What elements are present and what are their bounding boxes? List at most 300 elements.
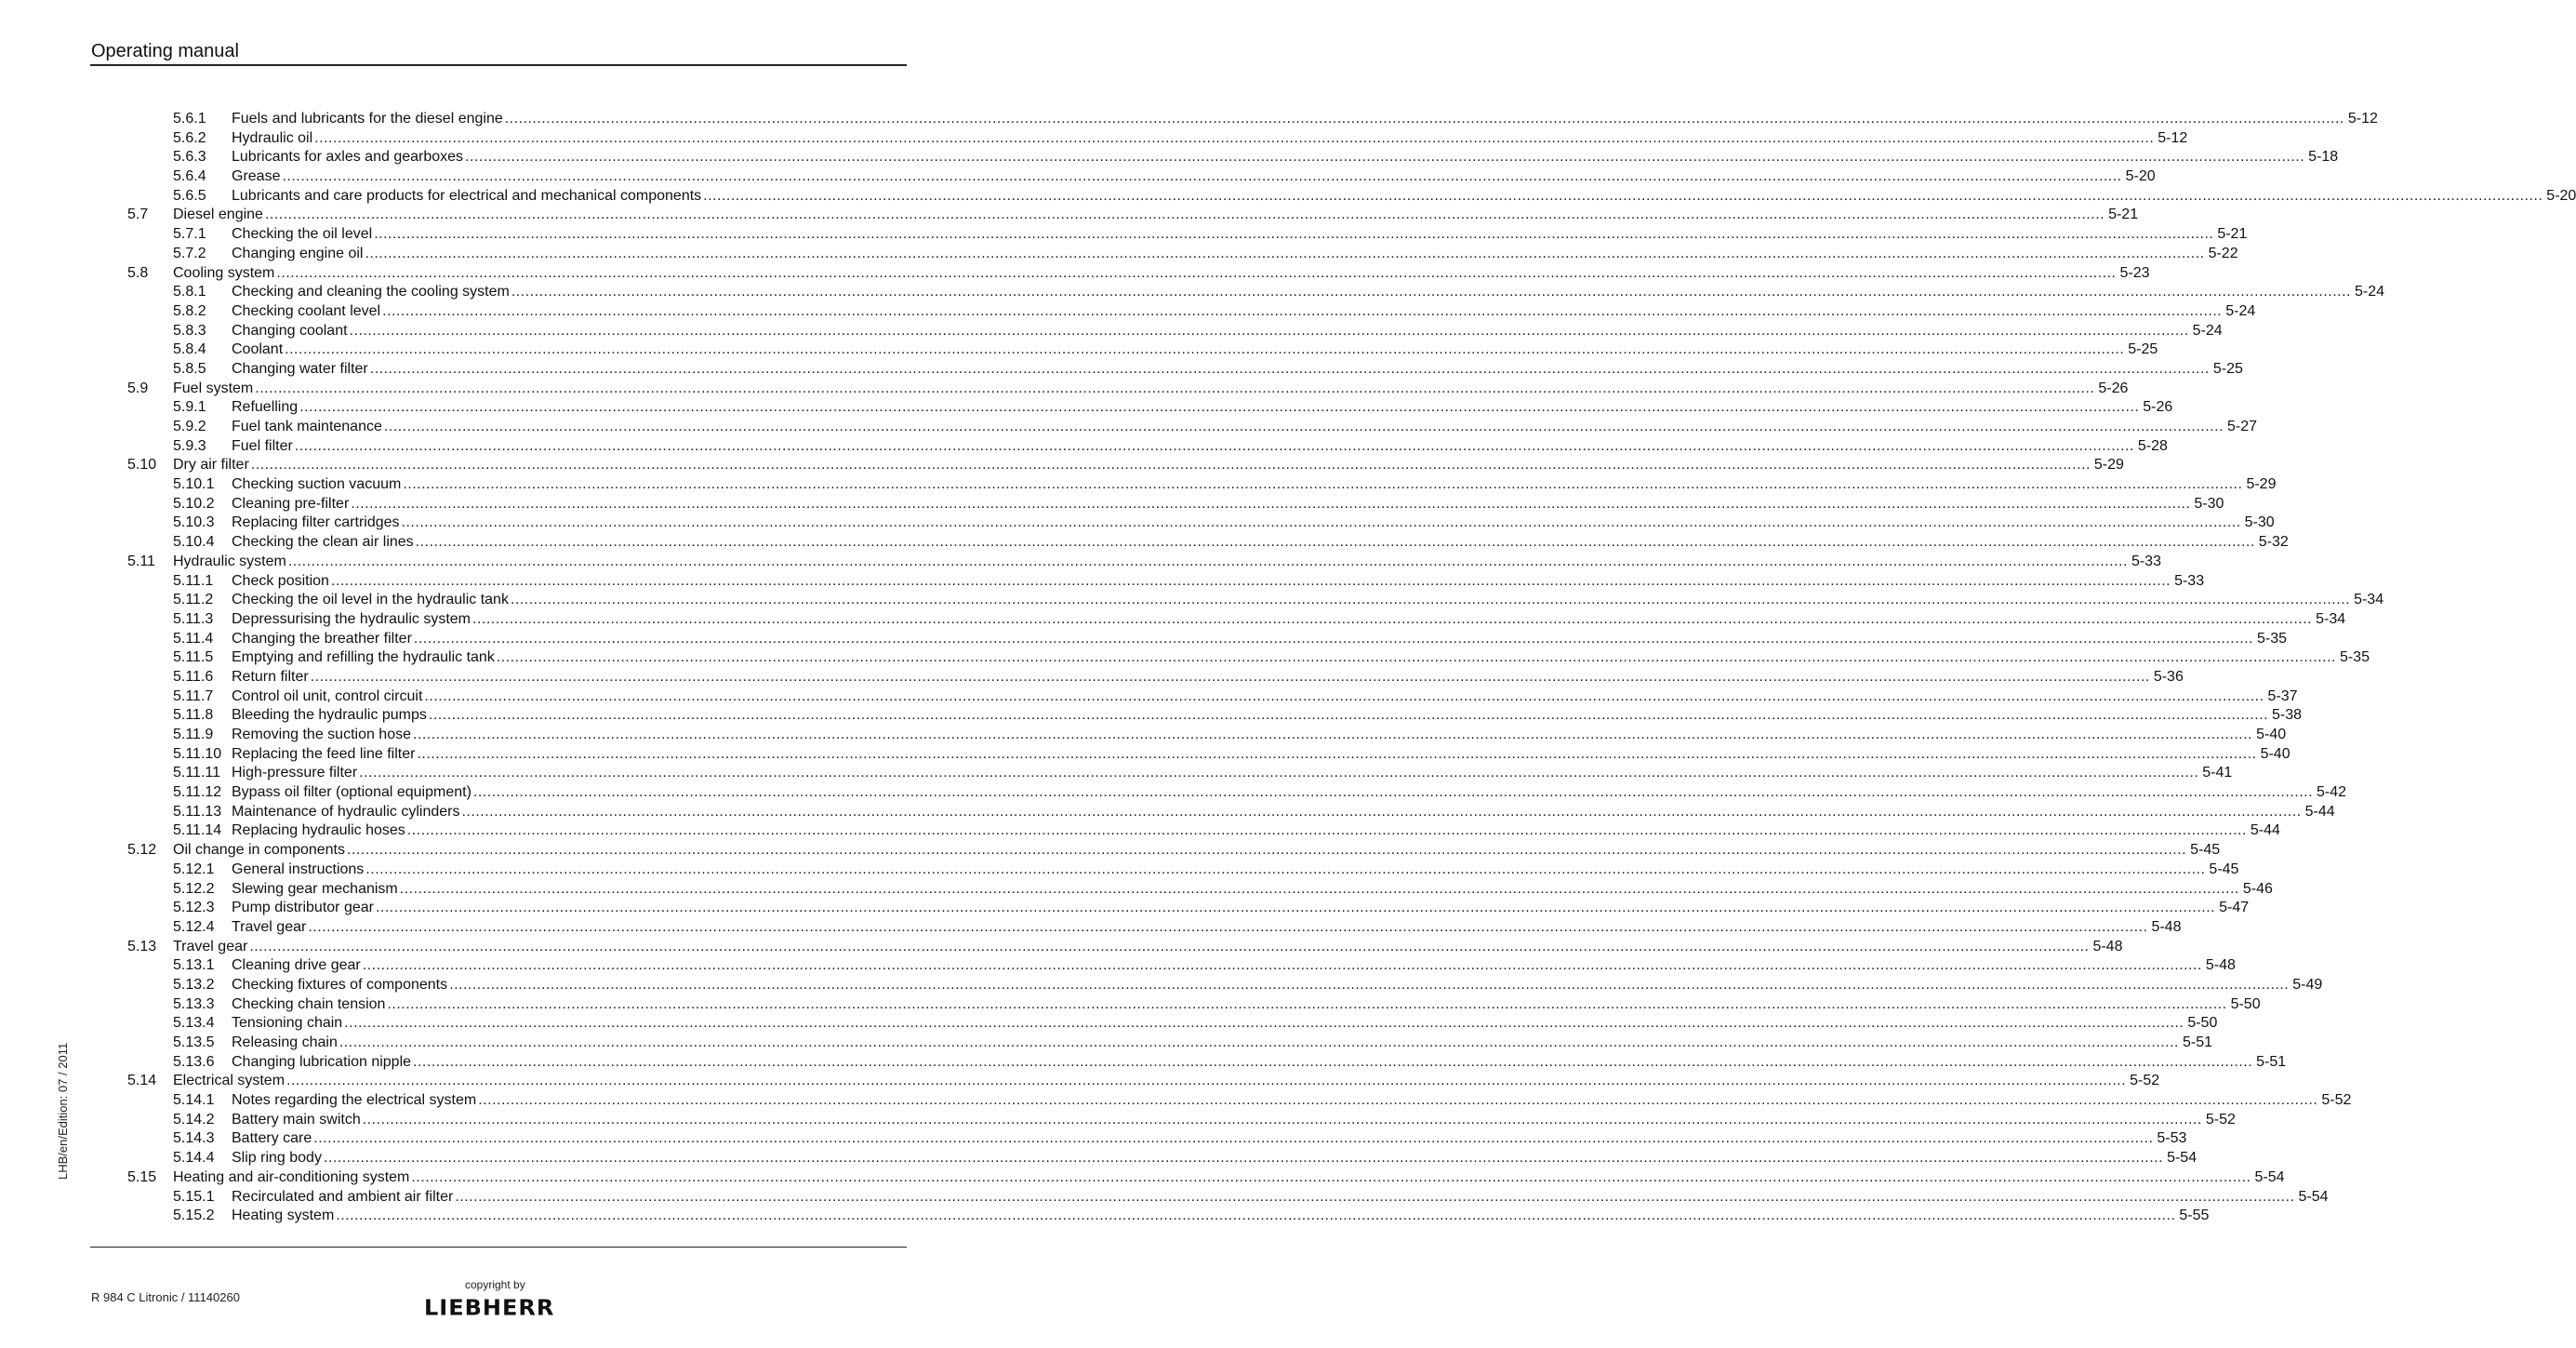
toc-entry-title[interactable]: Checking the clean air lines bbox=[232, 534, 414, 551]
toc-entry-page[interactable]: 5-25 bbox=[2212, 360, 2243, 377]
toc-entry-number: 5.12.4 bbox=[173, 918, 215, 935]
toc-entry-number: 5.6.3 bbox=[173, 149, 206, 166]
dot-leader: ................................................................................................................................................................................................................................................................................................................................................................................................................ bbox=[362, 957, 2202, 974]
toc-entry-page[interactable]: 5-36 bbox=[2153, 668, 2184, 685]
toc-entry-number: 5.11.8 bbox=[173, 707, 214, 724]
toc-entry-title[interactable]: Fuel filter bbox=[232, 437, 293, 454]
toc-entry[interactable] bbox=[0, 726, 2287, 745]
toc-entry-number: 5.11 bbox=[127, 553, 155, 569]
toc-entry-page[interactable]: 5-34 bbox=[2316, 610, 2346, 627]
toc-entry-leader bbox=[232, 398, 2173, 418]
toc-entry-title[interactable]: Fuel system bbox=[173, 380, 254, 396]
toc-entry-number: 5.14.1 bbox=[173, 1092, 215, 1109]
toc-entry-title[interactable]: Hydraulic oil bbox=[232, 129, 313, 146]
toc-entry-title[interactable]: Slewing gear mechanism bbox=[232, 880, 398, 897]
toc-entry[interactable] bbox=[0, 1072, 2160, 1091]
toc-entry-leader bbox=[232, 437, 2168, 457]
toc-entry[interactable] bbox=[0, 148, 2339, 167]
toc-entry-number: 5.11.6 bbox=[173, 668, 214, 685]
toc-entry-number: 5.13.5 bbox=[173, 1034, 215, 1050]
toc-entry-page[interactable]: 5-52 bbox=[2205, 1111, 2236, 1128]
toc-entry-number: 5.14.3 bbox=[173, 1130, 215, 1147]
toc-entry-number: 5.15 bbox=[127, 1168, 157, 1185]
toc-entry-title[interactable]: Pump distributor gear bbox=[232, 900, 374, 916]
toc-entry-number: 5.6.1 bbox=[173, 111, 206, 127]
toc-entry-title[interactable]: Fuel tank maintenance bbox=[232, 419, 382, 434]
toc-entry[interactable] bbox=[0, 360, 2243, 380]
toc-entry-page[interactable]: 5-18 bbox=[2308, 149, 2339, 166]
toc-entry[interactable] bbox=[0, 264, 2150, 284]
toc-entry-title[interactable]: Battery care bbox=[232, 1130, 312, 1147]
toc-entry[interactable] bbox=[0, 225, 2248, 245]
toc-entry-leader bbox=[232, 1111, 2236, 1130]
toc-entry-title[interactable]: Grease bbox=[232, 168, 281, 185]
toc-entry-number: 5.11.12 bbox=[173, 784, 222, 801]
toc-entry-page[interactable]: 5-26 bbox=[2098, 380, 2129, 396]
dot-leader: ................................................................................................................................................................................................................................................................................................................................................................................................................ bbox=[347, 842, 2187, 859]
toc-entry-number: 5.9.3 bbox=[173, 437, 206, 454]
toc-entry-page[interactable]: 5-22 bbox=[2208, 245, 2238, 261]
toc-entry-leader bbox=[232, 1188, 2329, 1208]
toc-entry-number: 5.13.4 bbox=[173, 1015, 215, 1032]
toc-entry-page[interactable]: 5-46 bbox=[2242, 880, 2273, 897]
toc-entry-page[interactable]: 5-21 bbox=[2217, 226, 2248, 243]
toc-entry-leader bbox=[232, 360, 2243, 380]
toc-entry-page[interactable]: 5-12 bbox=[2158, 129, 2188, 146]
toc-entry-leader bbox=[232, 821, 2280, 841]
toc-entry[interactable] bbox=[0, 514, 2275, 533]
toc-entry-number: 5.12.1 bbox=[173, 861, 215, 877]
toc-entry[interactable] bbox=[0, 668, 2184, 687]
dot-leader: ................................................................................................................................................................................................................................................................................................................................................................................................................ bbox=[365, 245, 2205, 261]
toc-entry-leader bbox=[232, 899, 2250, 918]
toc-entry-number: 5.13 bbox=[127, 938, 157, 954]
toc-entry[interactable] bbox=[0, 803, 2335, 822]
dot-leader: ................................................................................................................................................................................................................................................................................................................................................................................................................ bbox=[255, 380, 2095, 396]
toc-entry-title[interactable]: Oil change in components bbox=[173, 842, 345, 859]
toc-entry-leader bbox=[232, 1091, 2352, 1111]
toc-entry-leader bbox=[232, 1129, 2187, 1149]
toc-entry-page[interactable]: 5-54 bbox=[2167, 1150, 2198, 1167]
toc-entry[interactable] bbox=[0, 995, 2261, 1015]
toc-entry-number: 5.15.2 bbox=[173, 1208, 215, 1224]
table-of-contents bbox=[0, 110, 2576, 1226]
toc-entry-leader bbox=[232, 976, 2323, 995]
toc-entry-number: 5.9 bbox=[127, 380, 149, 396]
toc-entry-page[interactable]: 5-25 bbox=[2128, 341, 2158, 358]
toc-entry-leader bbox=[232, 726, 2287, 745]
dot-leader: ................................................................................................................................................................................................................................................................................................................................................................................................................ bbox=[504, 111, 2344, 127]
toc-entry[interactable] bbox=[0, 630, 2288, 649]
dot-leader: ................................................................................................................................................................................................................................................................................................................................................................................................................ bbox=[310, 668, 2150, 685]
toc-entry-leader bbox=[173, 456, 2124, 475]
toc-entry-number: 5.11.2 bbox=[173, 592, 214, 608]
toc-entry-title[interactable]: Notes regarding the electrical system bbox=[232, 1092, 477, 1109]
toc-entry-title[interactable]: Checking and cleaning the cooling system bbox=[232, 284, 510, 300]
toc-entry-page[interactable]: 5-44 bbox=[2304, 803, 2335, 820]
toc-entry-title[interactable]: Emptying and refilling the hydraulic tank bbox=[232, 649, 495, 666]
toc-entry-title[interactable]: Hydraulic system bbox=[173, 553, 286, 569]
toc-entry-page[interactable]: 5-51 bbox=[2182, 1034, 2213, 1050]
toc-entry[interactable] bbox=[0, 245, 2238, 264]
toc-entry-title[interactable]: Return filter bbox=[232, 668, 309, 685]
toc-entry[interactable] bbox=[0, 418, 2258, 437]
toc-entry-page[interactable]: 5-42 bbox=[2317, 784, 2347, 801]
toc-entry-title[interactable]: Tensioning chain bbox=[232, 1015, 343, 1032]
toc-entry[interactable] bbox=[0, 899, 2250, 918]
toc-entry-number: 5.7 bbox=[127, 207, 149, 223]
toc-entry-number: 5.7.1 bbox=[173, 226, 206, 243]
toc-entry[interactable] bbox=[0, 841, 2221, 861]
toc-entry-page[interactable]: 5-30 bbox=[2244, 514, 2275, 531]
toc-entry-title[interactable]: Cooling system bbox=[173, 264, 275, 281]
toc-entry-leader bbox=[232, 533, 2289, 553]
dot-leader: ................................................................................................................................................................................................................................................................................................................................................................................................................ bbox=[249, 938, 2090, 954]
toc-entry-leader bbox=[173, 380, 2129, 399]
toc-entry-leader bbox=[232, 764, 2233, 783]
toc-entry-number: 5.11.13 bbox=[173, 803, 222, 820]
toc-entry-page[interactable]: 5-32 bbox=[2258, 534, 2289, 551]
toc-entry-page[interactable]: 5-50 bbox=[2230, 995, 2261, 1012]
toc-entry-title[interactable]: Diesel engine bbox=[173, 207, 263, 223]
toc-entry-title[interactable]: Replacing hydraulic hoses bbox=[232, 822, 405, 839]
dot-leader: ................................................................................................................................................................................................................................................................................................................................................................................................................ bbox=[374, 226, 2214, 243]
dot-leader: ................................................................................................................................................................................................................................................................................................................................................................................................................ bbox=[336, 1208, 2176, 1224]
toc-entry-title[interactable]: Replacing the feed line filter bbox=[232, 745, 416, 762]
toc-entry-number: 5.12.3 bbox=[173, 900, 215, 916]
toc-entry-page[interactable]: 5-55 bbox=[2179, 1208, 2210, 1224]
toc-entry[interactable] bbox=[0, 187, 2576, 207]
toc-entry[interactable] bbox=[0, 322, 2223, 341]
toc-entry-leader bbox=[232, 110, 2378, 129]
toc-entry-number: 5.9.1 bbox=[173, 399, 206, 416]
dot-leader: ................................................................................................................................................................................................................................................................................................................................................................................................................ bbox=[313, 1130, 2154, 1147]
toc-entry-page[interactable]: 5-50 bbox=[2187, 1015, 2218, 1032]
toc-entry-page[interactable]: 5-45 bbox=[2209, 861, 2239, 877]
toc-entry-leader bbox=[232, 956, 2236, 976]
toc-entry-number: 5.11.3 bbox=[173, 610, 214, 627]
liebherr-logo: LIEBHERR bbox=[424, 1295, 555, 1321]
toc-entry-title[interactable]: Refuelling bbox=[232, 399, 299, 416]
toc-entry-page[interactable]: 5-35 bbox=[2257, 630, 2288, 647]
toc-entry-title[interactable]: Removing the suction hose bbox=[232, 727, 411, 742]
toc-entry-number: 5.14.4 bbox=[173, 1150, 215, 1167]
toc-entry-title[interactable]: Heating and air-conditioning system bbox=[173, 1168, 410, 1185]
toc-entry-page[interactable]: 5-27 bbox=[2227, 419, 2258, 434]
toc-entry-title[interactable]: High-pressure filter bbox=[232, 765, 358, 781]
toc-entry-number: 5.11.1 bbox=[173, 572, 214, 589]
toc-entry-title[interactable]: Travel gear bbox=[173, 938, 248, 954]
toc-entry-page[interactable]: 5-37 bbox=[2267, 687, 2298, 704]
toc-entry-number: 5.8 bbox=[127, 264, 149, 281]
toc-entry-number: 5.11.11 bbox=[173, 765, 221, 781]
toc-entry-number: 5.11.4 bbox=[173, 630, 214, 647]
dot-leader: ................................................................................................................................................................................................................................................................................................................................................................................................................ bbox=[365, 861, 2206, 877]
toc-entry[interactable] bbox=[0, 745, 2291, 765]
toc-entry-title[interactable]: Travel gear bbox=[232, 918, 307, 935]
toc-entry[interactable] bbox=[0, 283, 2384, 302]
dot-leader: ................................................................................................................................................................................................................................................................................................................................................................................................................ bbox=[496, 649, 2336, 666]
toc-entry-title[interactable]: Lubricants for axles and gearboxes bbox=[232, 149, 464, 166]
dot-leader: ................................................................................................................................................................................................................................................................................................................................................................................................................ bbox=[299, 399, 2140, 416]
toc-entry[interactable] bbox=[0, 956, 2236, 976]
toc-entry-number: 5.10.1 bbox=[173, 476, 215, 493]
toc-entry[interactable] bbox=[0, 1129, 2187, 1149]
toc-entry[interactable] bbox=[0, 167, 2156, 187]
toc-entry[interactable] bbox=[0, 918, 2182, 938]
toc-entry[interactable] bbox=[0, 1034, 2213, 1053]
toc-entry-leader bbox=[232, 418, 2258, 437]
toc-entry[interactable] bbox=[0, 110, 2378, 129]
dot-leader: ................................................................................................................................................................................................................................................................................................................................................................................................................ bbox=[413, 1053, 2253, 1070]
toc-entry-leader bbox=[173, 1168, 2285, 1188]
dot-leader: ................................................................................................................................................................................................................................................................................................................................................................................................................ bbox=[362, 1111, 2202, 1128]
toc-entry-title[interactable]: General instructions bbox=[232, 861, 365, 877]
toc-entry-title[interactable]: Slip ring body bbox=[232, 1150, 322, 1167]
toc-entry-page[interactable]: 5-54 bbox=[2298, 1188, 2329, 1205]
toc-entry[interactable] bbox=[0, 1111, 2236, 1130]
toc-entry-page[interactable]: 5-21 bbox=[2108, 207, 2139, 223]
toc-entry[interactable] bbox=[0, 861, 2239, 880]
toc-entry-page[interactable]: 5-40 bbox=[2260, 745, 2291, 762]
toc-entry-leader bbox=[232, 648, 2370, 668]
toc-entry[interactable] bbox=[0, 1053, 2287, 1073]
toc-entry-page[interactable]: 5-38 bbox=[2272, 707, 2303, 724]
dot-leader: ................................................................................................................................................................................................................................................................................................................................................................................................................ bbox=[455, 1188, 2295, 1205]
page-header-title: Operating manual bbox=[91, 41, 239, 61]
toc-entry-number: 5.7.2 bbox=[173, 245, 206, 261]
dot-leader: ................................................................................................................................................................................................................................................................................................................................................................................................................ bbox=[294, 437, 2134, 454]
toc-entry-page[interactable]: 5-30 bbox=[2194, 495, 2224, 512]
toc-entry-title[interactable]: Changing coolant bbox=[232, 322, 348, 339]
toc-entry-title[interactable]: Battery main switch bbox=[232, 1111, 361, 1128]
toc-entry-number: 5.12 bbox=[127, 842, 157, 859]
toc-entry-page[interactable]: 5-52 bbox=[2130, 1073, 2160, 1089]
toc-entry[interactable] bbox=[0, 687, 2298, 707]
toc-entry-leader bbox=[232, 918, 2182, 938]
dot-leader: ................................................................................................................................................................................................................................................................................................................................................................................................................ bbox=[411, 1168, 2251, 1185]
toc-entry-number: 5.10.2 bbox=[173, 495, 215, 512]
toc-entry[interactable] bbox=[0, 976, 2323, 995]
toc-entry[interactable] bbox=[0, 880, 2273, 900]
toc-entry[interactable] bbox=[0, 533, 2289, 553]
toc-entry[interactable] bbox=[0, 1014, 2218, 1034]
toc-entry[interactable] bbox=[0, 1149, 2198, 1168]
toc-entry[interactable] bbox=[0, 764, 2233, 783]
toc-entry-number: 5.15.1 bbox=[173, 1188, 215, 1205]
dot-leader: ................................................................................................................................................................................................................................................................................................................................................................................................................ bbox=[399, 880, 2239, 897]
toc-entry-title[interactable]: Changing lubrication nipple bbox=[232, 1053, 412, 1070]
toc-entry[interactable] bbox=[0, 129, 2188, 149]
footer-rule bbox=[90, 1247, 907, 1248]
dot-leader: ................................................................................................................................................................................................................................................................................................................................................................................................................ bbox=[417, 745, 2257, 762]
toc-entry[interactable] bbox=[0, 495, 2224, 514]
toc-entry-title[interactable]: Check position bbox=[232, 572, 329, 589]
model-number: R 984 C Litronic / 11140260 bbox=[91, 1290, 240, 1304]
toc-entry-title[interactable]: Checking the oil level in the hydraulic tank bbox=[232, 592, 509, 608]
dot-leader: ................................................................................................................................................................................................................................................................................................................................................................................................................ bbox=[428, 707, 2269, 724]
toc-entry-title[interactable]: Replacing filter cartridges bbox=[232, 514, 400, 531]
toc-entry-title[interactable]: Checking fixtures of components bbox=[232, 976, 448, 993]
toc-entry-number: 5.13.1 bbox=[173, 957, 215, 974]
toc-entry-page[interactable]: 5-20 bbox=[2546, 187, 2576, 204]
dot-leader: ................................................................................................................................................................................................................................................................................................................................................................................................................ bbox=[330, 572, 2171, 589]
toc-entry[interactable] bbox=[0, 1207, 2210, 1226]
toc-entry-page[interactable]: 5-24 bbox=[2225, 302, 2256, 319]
dot-leader: ................................................................................................................................................................................................................................................................................................................................................................................................................ bbox=[465, 149, 2305, 166]
toc-entry-page[interactable]: 5-34 bbox=[2354, 592, 2384, 608]
dot-leader: ................................................................................................................................................................................................................................................................................................................................................................................................................ bbox=[282, 168, 2122, 185]
toc-entry-title[interactable]: Releasing chain bbox=[232, 1034, 338, 1050]
toc-entry-title[interactable]: Bleeding the hydraulic pumps bbox=[232, 707, 427, 724]
toc-entry-title[interactable]: Checking coolant level bbox=[232, 302, 381, 319]
dot-leader: ................................................................................................................................................................................................................................................................................................................................................................................................................ bbox=[349, 322, 2189, 339]
toc-entry-number: 5.8.3 bbox=[173, 322, 206, 339]
toc-entry-page[interactable]: 5-47 bbox=[2219, 900, 2250, 916]
toc-entry-page[interactable]: 5-40 bbox=[2256, 727, 2287, 742]
dot-leader: ................................................................................................................................................................................................................................................................................................................................................................................................................ bbox=[703, 187, 2543, 204]
toc-entry-page[interactable]: 5-53 bbox=[2157, 1130, 2187, 1147]
toc-entry-page[interactable]: 5-29 bbox=[2093, 457, 2124, 474]
toc-entry-leader bbox=[232, 129, 2188, 149]
dot-leader: ................................................................................................................................................................................................................................................................................................................................................................................................................ bbox=[369, 360, 2210, 377]
toc-entry-title[interactable]: Lubricants and care products for electrical and mechanical components bbox=[232, 187, 702, 204]
toc-entry-leader bbox=[173, 206, 2139, 225]
toc-entry-title[interactable]: Electrical system bbox=[173, 1073, 285, 1089]
toc-entry-page[interactable]: 5-52 bbox=[2321, 1092, 2352, 1109]
toc-entry[interactable] bbox=[0, 706, 2303, 726]
toc-entry-leader bbox=[173, 841, 2221, 861]
dot-leader: ................................................................................................................................................................................................................................................................................................................................................................................................................ bbox=[510, 592, 2351, 608]
toc-entry-title[interactable]: Bypass oil filter (optional equipment) bbox=[232, 784, 471, 801]
toc-entry-title[interactable]: Checking chain tension bbox=[232, 995, 386, 1012]
toc-entry-leader bbox=[232, 1207, 2210, 1226]
toc-entry-number: 5.10 bbox=[127, 457, 157, 474]
toc-entry-leader bbox=[232, 687, 2298, 707]
toc-entry-leader bbox=[232, 706, 2303, 726]
toc-entry-title[interactable]: Checking the oil level bbox=[232, 226, 373, 243]
dot-leader: ................................................................................................................................................................................................................................................................................................................................................................................................................ bbox=[250, 457, 2091, 474]
dot-leader: ................................................................................................................................................................................................................................................................................................................................................................................................................ bbox=[403, 476, 2243, 493]
toc-entry-page[interactable]: 5-49 bbox=[2292, 976, 2323, 993]
toc-entry-title[interactable]: Changing water filter bbox=[232, 360, 368, 377]
toc-entry[interactable] bbox=[0, 938, 2123, 957]
toc-entry-number: 5.9.2 bbox=[173, 419, 206, 434]
toc-entry-title[interactable]: Changing engine oil bbox=[232, 245, 364, 261]
toc-entry-page[interactable]: 5-33 bbox=[2174, 572, 2205, 589]
dot-leader: ................................................................................................................................................................................................................................................................................................................................................................................................................ bbox=[285, 341, 2125, 358]
toc-entry[interactable] bbox=[0, 591, 2384, 610]
toc-entry-leader bbox=[232, 745, 2291, 765]
toc-entry-leader bbox=[232, 283, 2384, 302]
toc-entry-leader bbox=[173, 1072, 2160, 1091]
dot-leader: ................................................................................................................................................................................................................................................................................................................................................................................................................ bbox=[276, 264, 2117, 281]
toc-entry-title[interactable]: Maintenance of hydraulic cylinders bbox=[232, 803, 460, 820]
toc-entry-number: 5.14 bbox=[127, 1073, 157, 1089]
toc-entry-leader bbox=[232, 514, 2275, 533]
dot-leader: ................................................................................................................................................................................................................................................................................................................................................................................................................ bbox=[478, 1092, 2318, 1109]
toc-entry[interactable] bbox=[0, 821, 2280, 841]
toc-entry[interactable] bbox=[0, 572, 2205, 592]
toc-entry-number: 5.8.1 bbox=[173, 284, 206, 300]
toc-entry-page[interactable]: 5-44 bbox=[2250, 822, 2280, 839]
toc-entry-page[interactable]: 5-24 bbox=[2354, 284, 2384, 300]
toc-entry-page[interactable]: 5-45 bbox=[2190, 842, 2221, 859]
toc-entry-leader bbox=[173, 938, 2123, 957]
toc-entry-page[interactable]: 5-23 bbox=[2119, 264, 2150, 281]
toc-entry-title[interactable]: Coolant bbox=[232, 341, 284, 358]
toc-entry-page[interactable]: 5-28 bbox=[2137, 437, 2168, 454]
toc-entry[interactable] bbox=[0, 1091, 2352, 1111]
toc-entry-title[interactable]: Depressurising the hydraulic system bbox=[232, 610, 471, 627]
toc-entry-page[interactable]: 5-48 bbox=[2151, 918, 2182, 935]
toc-entry-page[interactable]: 5-54 bbox=[2254, 1168, 2285, 1185]
toc-entry-page[interactable]: 5-29 bbox=[2246, 476, 2277, 493]
toc-entry-leader bbox=[232, 783, 2347, 803]
dot-leader: ................................................................................................................................................................................................................................................................................................................................................................................................................ bbox=[351, 495, 2191, 512]
toc-entry-leader bbox=[173, 264, 2150, 284]
toc-entry[interactable] bbox=[0, 456, 2124, 475]
toc-entry[interactable] bbox=[0, 206, 2139, 225]
toc-entry[interactable] bbox=[0, 1188, 2329, 1208]
toc-entry-number: 5.13.6 bbox=[173, 1053, 215, 1070]
toc-entry-title[interactable]: Cleaning drive gear bbox=[232, 957, 361, 974]
toc-entry-leader bbox=[232, 495, 2224, 514]
toc-entry-leader bbox=[232, 995, 2261, 1015]
toc-entry[interactable] bbox=[0, 302, 2256, 322]
toc-entry-page[interactable]: 5-24 bbox=[2192, 322, 2223, 339]
toc-entry-number: 5.6.5 bbox=[173, 187, 206, 204]
toc-entry-title[interactable]: Control oil unit, control circuit bbox=[232, 687, 423, 704]
dot-leader: ................................................................................................................................................................................................................................................................................................................................................................................................................ bbox=[323, 1150, 2164, 1167]
toc-entry[interactable] bbox=[0, 783, 2347, 803]
toc-entry-page[interactable]: 5-41 bbox=[2202, 765, 2233, 781]
toc-entry-title[interactable]: Recirculated and ambient air filter bbox=[232, 1188, 454, 1205]
toc-entry[interactable] bbox=[0, 1168, 2285, 1188]
toc-entry[interactable] bbox=[0, 340, 2158, 360]
toc-entry-title[interactable]: Dry air filter bbox=[173, 457, 249, 474]
toc-entry-page[interactable]: 5-48 bbox=[2092, 938, 2123, 954]
toc-entry[interactable] bbox=[0, 553, 2161, 572]
toc-entry-title[interactable]: Fuels and lubricants for the diesel engine bbox=[232, 111, 503, 127]
toc-entry-number: 5.11.14 bbox=[173, 822, 222, 839]
toc-entry-page[interactable]: 5-20 bbox=[2125, 168, 2156, 185]
toc-entry[interactable] bbox=[0, 610, 2346, 630]
toc-entry-leader bbox=[232, 572, 2205, 592]
toc-entry-page[interactable]: 5-48 bbox=[2205, 957, 2236, 974]
toc-entry[interactable] bbox=[0, 475, 2277, 495]
dot-leader: ................................................................................................................................................................................................................................................................................................................................................................................................................ bbox=[401, 514, 2241, 531]
toc-entry-title[interactable]: Heating system bbox=[232, 1208, 335, 1224]
dot-leader: ................................................................................................................................................................................................................................................................................................................................................................................................................ bbox=[382, 302, 2223, 319]
toc-entry[interactable] bbox=[0, 648, 2370, 668]
toc-entry-title[interactable]: Checking suction vacuum bbox=[232, 476, 402, 493]
toc-entry[interactable] bbox=[0, 380, 2129, 399]
toc-entry[interactable] bbox=[0, 437, 2168, 457]
toc-entry-page[interactable]: 5-35 bbox=[2339, 649, 2370, 666]
toc-entry-leader bbox=[232, 1149, 2198, 1168]
toc-entry-number: 5.8.2 bbox=[173, 302, 206, 319]
toc-entry-page[interactable]: 5-51 bbox=[2256, 1053, 2287, 1070]
toc-entry-number: 5.10.3 bbox=[173, 514, 215, 531]
toc-entry-page[interactable]: 5-33 bbox=[2131, 553, 2161, 569]
edition-label: LHB/en/Edition: 07 / 2011 bbox=[56, 1042, 70, 1180]
toc-entry-title[interactable]: Changing the breather filter bbox=[232, 630, 412, 647]
toc-entry-page[interactable]: 5-12 bbox=[2347, 111, 2378, 127]
toc-entry[interactable] bbox=[0, 398, 2173, 418]
toc-entry-title[interactable]: Cleaning pre-filter bbox=[232, 495, 350, 512]
toc-entry-page[interactable]: 5-26 bbox=[2143, 399, 2173, 416]
